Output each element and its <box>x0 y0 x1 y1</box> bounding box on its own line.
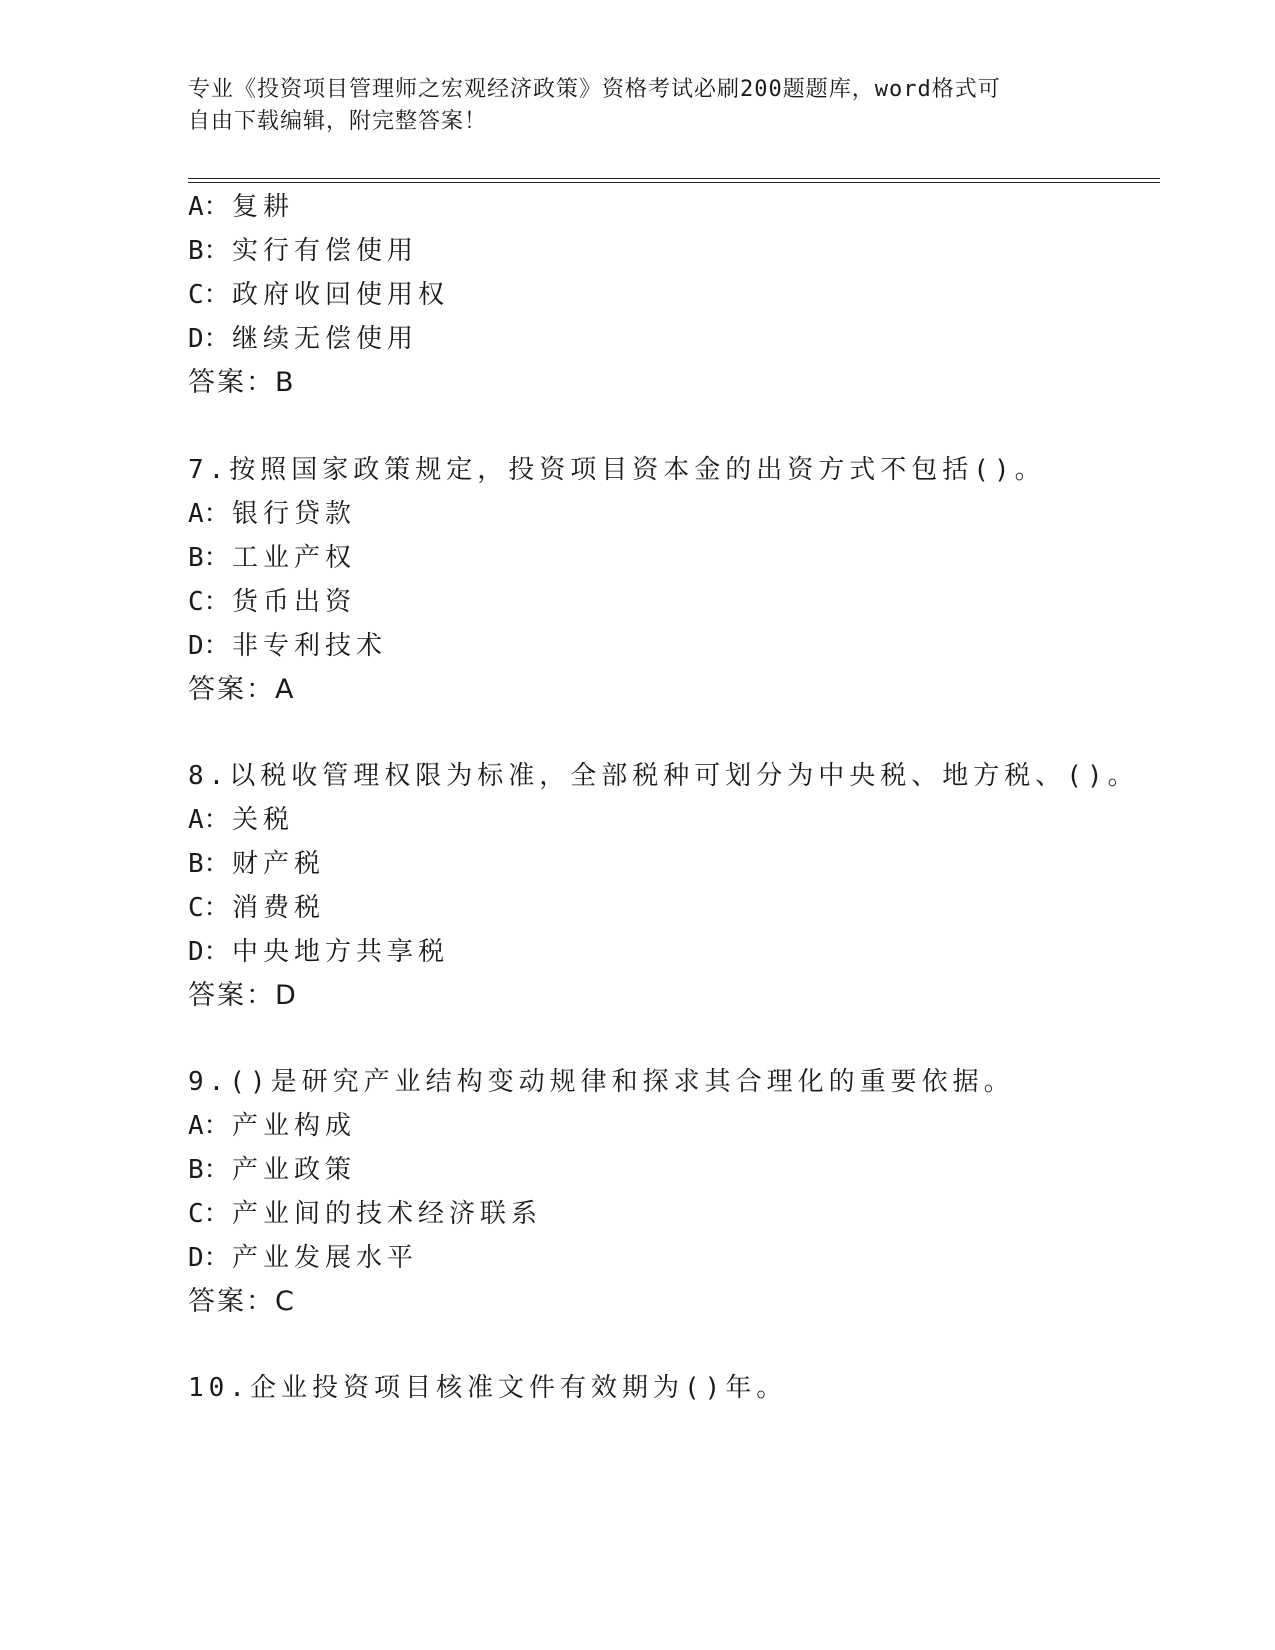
q7-option-c <box>188 586 356 618</box>
header-line-1: 专业《投资项目管理师之宏观经济政策》资格考试必刷200题题库，word格式可 <box>188 77 1001 102</box>
q7-question: 7.按照国家政策规定，投资项目资本金的出资方式不包括()。 <box>188 455 1046 485</box>
option-key: D： <box>188 324 230 354</box>
q8-answer: 答案：D <box>188 980 298 1011</box>
option-key: B： <box>188 236 230 266</box>
option-key: D： <box>188 631 230 661</box>
option-text: 产业政策 <box>232 1155 357 1185</box>
q9-option-b <box>188 1154 356 1186</box>
header-divider-top <box>188 178 1160 179</box>
option-key: D： <box>188 1243 230 1273</box>
option-key: B： <box>188 849 230 879</box>
q8-option-b <box>188 848 325 880</box>
option-text: 消费税 <box>232 893 326 923</box>
option-text: 关税 <box>232 805 295 835</box>
q6-option-a <box>188 191 294 223</box>
q7-answer: 答案：A <box>188 674 296 705</box>
option-key: C： <box>188 893 230 923</box>
option-text: 非专利技术 <box>232 631 388 661</box>
option-text: 复耕 <box>232 192 295 222</box>
option-text: 工业产权 <box>232 543 357 573</box>
document-header <box>188 74 1088 138</box>
q9-option-c <box>188 1198 542 1230</box>
option-text: 产业间的技术经济联系 <box>232 1199 543 1229</box>
q9-question: 9.()是研究产业结构变动规律和探求其合理化的重要依据。 <box>188 1067 1015 1097</box>
q8-option-c <box>188 892 325 924</box>
q6-option-c <box>188 279 449 311</box>
q8-question: 8.以税收管理权限为标准，全部税种可划分为中央税、地方税、()。 <box>188 761 1139 791</box>
option-text: 实行有偿使用 <box>232 236 419 266</box>
option-text: 产业发展水平 <box>232 1243 419 1273</box>
option-key: A： <box>188 192 230 222</box>
q7-option-b <box>188 542 356 574</box>
q9-answer: 答案：C <box>188 1286 296 1317</box>
q6-option-b <box>188 235 418 267</box>
option-key: C： <box>188 280 230 310</box>
option-key: A： <box>188 805 230 835</box>
option-text: 银行贷款 <box>232 499 357 529</box>
q8-option-d <box>188 936 449 968</box>
option-key: C： <box>188 587 230 617</box>
header-line-2: 自由下载编辑，附完整答案！ <box>188 109 488 134</box>
option-key: B： <box>188 1155 230 1185</box>
q6-option-d <box>188 323 418 355</box>
option-text: 中央地方共享税 <box>232 937 450 967</box>
option-text: 财产税 <box>232 849 326 879</box>
q10-question: 10.企业投资项目核准文件有效期为()年。 <box>188 1373 788 1403</box>
option-text: 产业构成 <box>232 1111 357 1141</box>
q9-option-d <box>188 1242 418 1274</box>
option-key: A： <box>188 499 230 529</box>
q9-option-a <box>188 1110 356 1142</box>
option-key: A： <box>188 1111 230 1141</box>
option-text: 继续无偿使用 <box>232 324 419 354</box>
q8-option-a <box>188 804 294 836</box>
option-key: D： <box>188 937 230 967</box>
header-divider-bottom <box>188 182 1160 183</box>
q6-answer: 答案：B <box>188 367 296 398</box>
option-key: C： <box>188 1199 230 1229</box>
option-key: B： <box>188 543 230 573</box>
q7-option-d <box>188 630 387 662</box>
q7-option-a <box>188 498 356 530</box>
option-text: 政府收回使用权 <box>232 280 450 310</box>
option-text: 货币出资 <box>232 587 357 617</box>
